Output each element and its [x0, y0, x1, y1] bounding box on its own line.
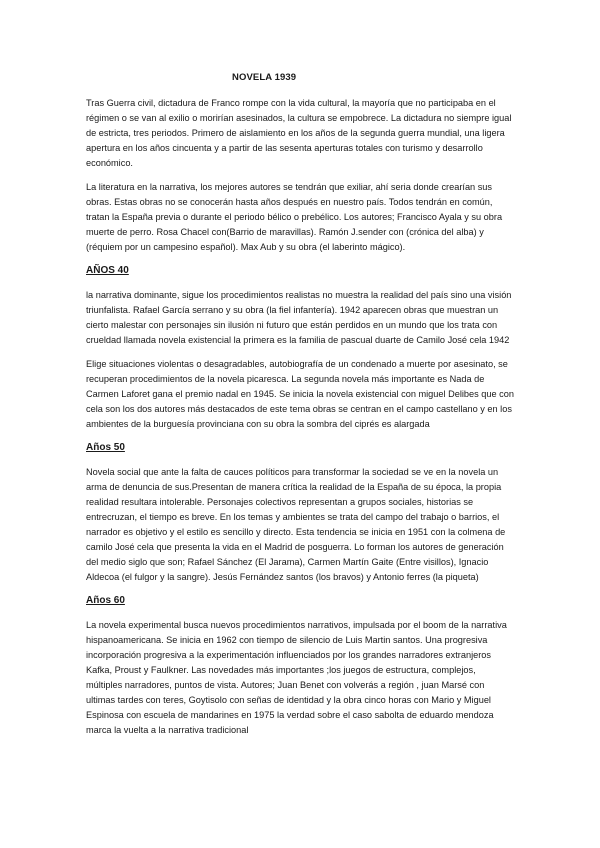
section-heading-anos-60: Años 60: [86, 595, 125, 606]
section-anos-50-paragraph-1: Novela social que ante la falta de cauces políticos para transformar la sociedad se ve en la novela un arma de denuncia de sus.Presentan de manera crítica la realidad de la España de su época, la propia realidad resultara intolerable. Personajes colectivos representan a grupos sociales, historias se entrecruzan, el tiempo es breve. En los temas y ambientes se trata del campo del trabajo o barrios, el narrador es objetivo y el estilo es sencillo y directo. Esta tendencia se inicia en 1951 con la colmena de camilo José cela que presenta la vida en el Madrid de posguerra. Lo forman los autores de generación del medio siglo que son; Rafael Sánchez (El Jarama), Carmen Martín Gaite (Entre visillos), Ignacio Aldecoa (el fulgor y la sangre). Jesús Fernández santos (los bravos) y Antonio ferres (la piqueta): [86, 467, 506, 582]
intro-paragraph-2: La literatura en la narrativa, los mejores autores se tendrán que exiliar, ahí seria donde crearían sus obras. Estas obras no se conocerán hasta años después en nuestro país. Todos tendrán en común, tratan la España previa o durante el periodo bélico o prebélico. Los autores; Francisco Ayala y su obra muerte de perro. Rosa Chacel con(Barrio de maravillas). Ramón J.sender con (crónica del alba) y (réquiem por un campesino español). Max Aub y su obra (el laberinto mágico).: [86, 182, 503, 252]
section-anos-40-paragraph-1: la narrativa dominante, sigue los procedimientos realistas no muestra la realidad del país sino una visión triunfalista. Rafael García serrano y su obra (la fiel infantería). 1942 aparecen obras que muestran un cierto malestar con personajes sin ilusión ni futuro que están perdidos en un mundo que los trata con crueldad llamada novela existencial la primera es la familia de pascual duarte de Camilo José cela 1942: [86, 290, 512, 345]
section-heading-anos-50: Años 50: [86, 442, 125, 453]
document-body: [86, 96, 514, 747]
section-heading-anos-40: AÑOS 40: [86, 265, 129, 276]
page-title: NOVELA 1939: [232, 72, 297, 83]
section-anos-40-paragraph-2: Elige situaciones violentas o desagradables, autobiografía de un condenado a muerte por asesinato, se recuperan procedimientos de la novela picaresca. La segunda novela más importante es Nada de Carmen Laforet gana el premio nadal en 1945. Se inicia la novela existencial con miguel Delibes que con cela son los dos autores más destacados de este tema obras se centran en el campo castellano y en los ambientes de la burguesía provinciana con su obra la sombra del ciprés es alargada: [86, 359, 514, 429]
intro-paragraph-1: Tras Guerra civil, dictadura de Franco rompe con la vida cultural, la mayoría que no participaba en el régimen o se van al exilio o morirían asesinados, la cultura se empobrece. La dictadura no siempre igual de estricta, tres periodos. Primero de aislamiento en los años de la segunda guerra mundial, una ligera apertura en los años cincuenta y a partir de las sesenta aperturas totales con turismo y desarrollo económico.: [86, 98, 512, 168]
section-anos-60-paragraph-1: La novela experimental busca nuevos procedimientos narrativos, impulsada por el boom de la narrativa hispanoamericana. Se inicia en 1962 con tiempo de silencio de Luis Martin santos. Una progresiva incorporación progresiva a la experimentación influenciados por los grandes narradores extranjeros Kafka, Proust y Faulkner. Las novedades más importantes ;los juegos de estructura, complejos, múltiples narradores, puntos de vista. Autores; Juan Benet con volverás a región , juan Marsé con ultimas tardes con teres, Goytisolo con señas de identidad y la obra cinco horas con Mario y Miguel Espinosa con escuela de mandarines en 1975 la verdad sobre el caso sabolta de eduardo mendoza marca la vuelta a la narrativa tradicional: [86, 620, 507, 735]
